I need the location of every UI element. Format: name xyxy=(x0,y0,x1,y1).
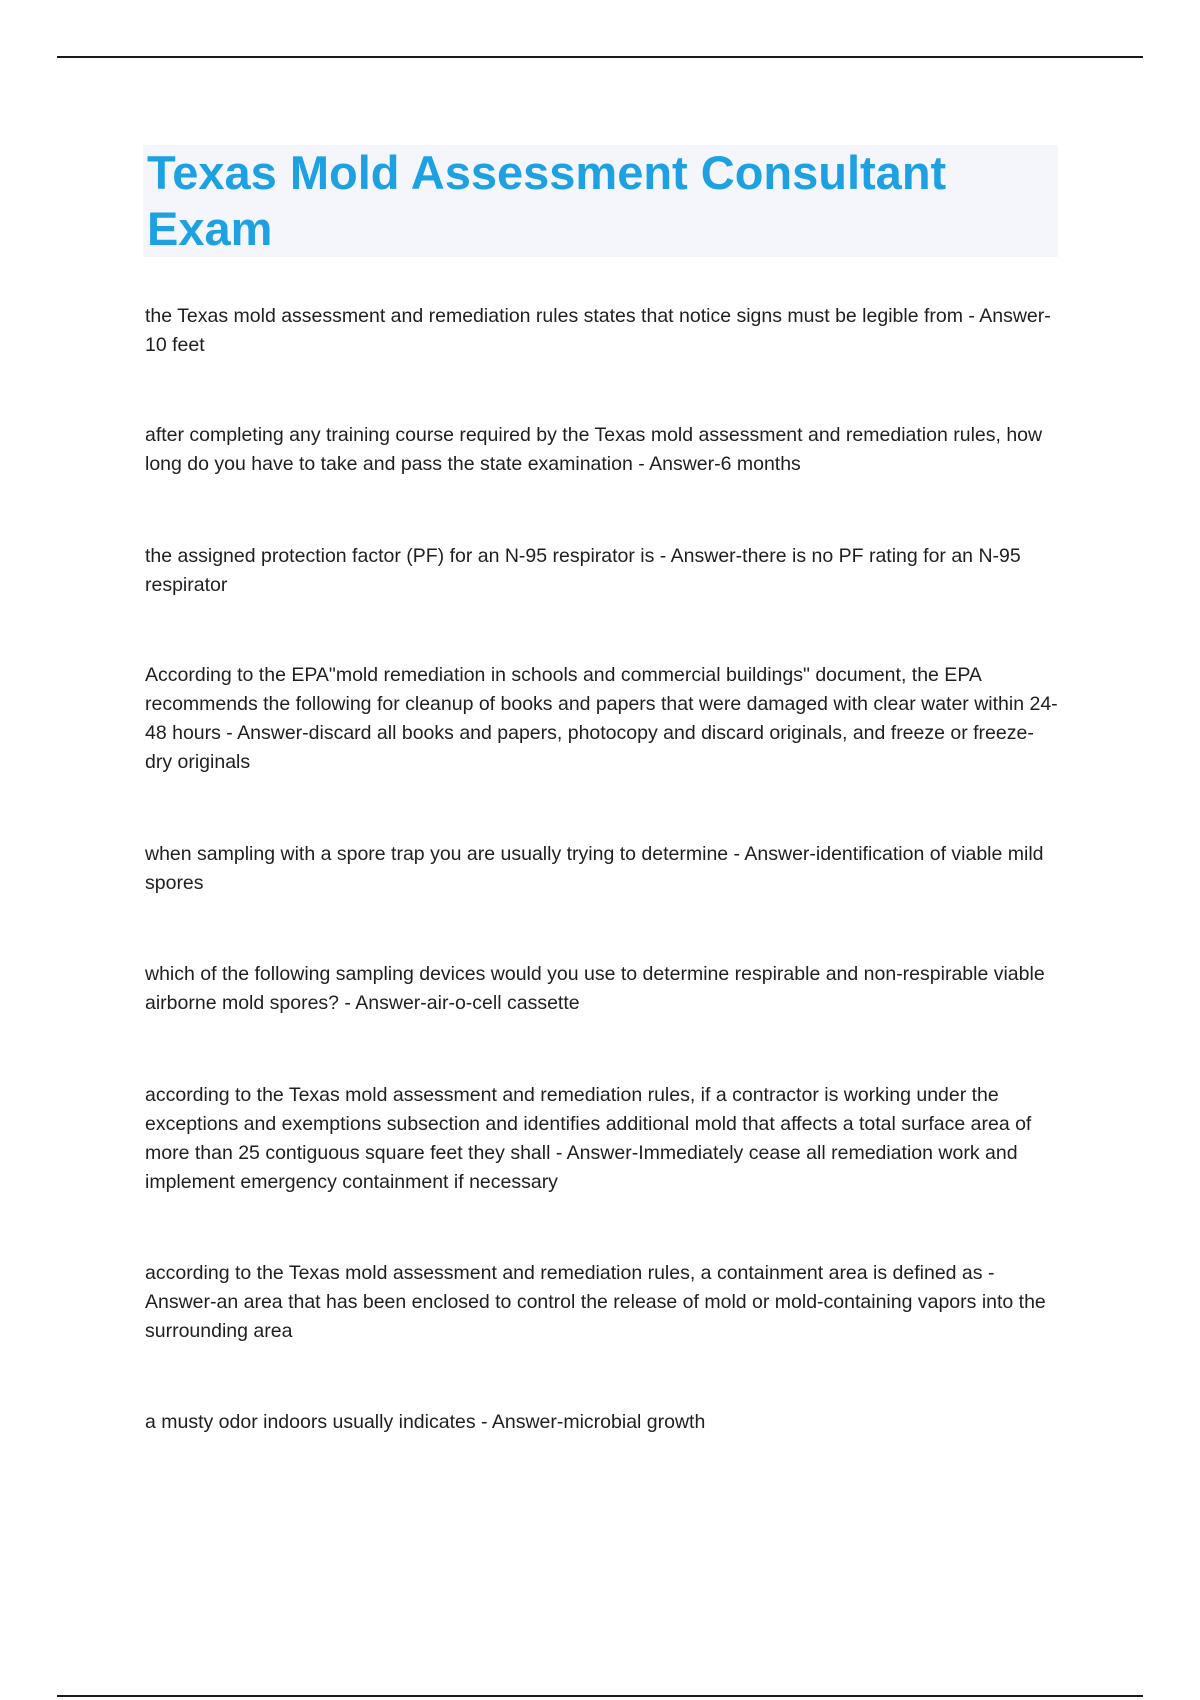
qa-item: the assigned protection factor (PF) for an N-95 respirator is - Answer-there is no PF rating for an N-95 respirator xyxy=(145,545,1021,596)
qa-item: According to the EPA"mold remediation in schools and commercial buildings" document, the EPA recommends the following for cleanup of books and papers that were damaged with clear water within 24-48 hours - Answer-discard all books and papers, photocopy and discard originals, and freeze or freeze-dry originals xyxy=(145,664,1058,773)
qa-item: a musty odor indoors usually indicates - Answer-microbial growth xyxy=(145,1411,706,1433)
qa-item: which of the following sampling devices would you use to determine respirable and non-respirable viable airborne mold spores? - Answer-air-o-cell cassette xyxy=(145,963,1045,1014)
title-banner xyxy=(143,145,1058,257)
document-title: Texas Mold Assessment Consultant Exam xyxy=(147,146,947,255)
qa-item: after completing any training course required by the Texas mold assessment and remediation rules, how long do you have to take and pass the state examination - Answer-6 months xyxy=(145,424,1043,475)
qa-item: the Texas mold assessment and remediation rules states that notice signs must be legible from - Answer-10 feet xyxy=(145,305,1051,356)
footer-rule xyxy=(57,1695,1143,1697)
qa-item: when sampling with a spore trap you are usually trying to determine - Answer-identification of viable mild spores xyxy=(145,843,1044,894)
header-rule xyxy=(57,56,1143,58)
qa-item: according to the Texas mold assessment and remediation rules, if a contractor is working under the exceptions and exemptions subsection and identifies additional mold that affects a total surface area of more than 25 contiguous square feet they shall - Answer-Immediately cease all remediation work and implement emergency containment if necessary xyxy=(145,1084,1032,1193)
qa-item: according to the Texas mold assessment and remediation rules, a containment area is defined as - Answer-an area that has been enclosed to control the release of mold or mold-containing vapors into the surrounding area xyxy=(145,1262,1046,1342)
